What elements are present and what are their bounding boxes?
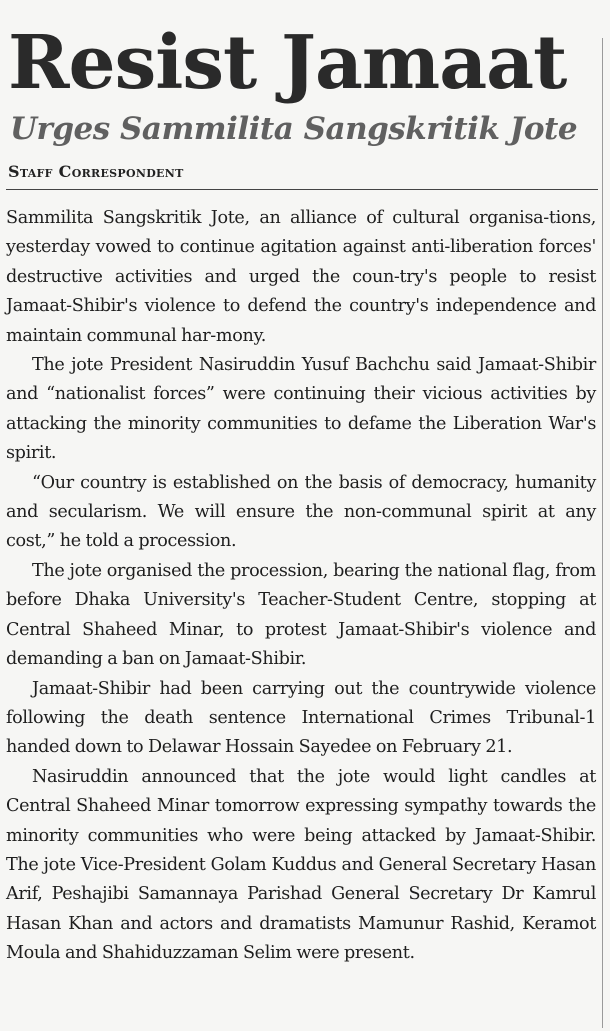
paragraph-4: The jote organised the procession, bearing the national flag, from before Dhaka University's Teacher-Student Centre, stopping at Central Shaheed Minar, to protest Jamaat-Shibir's violence and demanding a ban on Jamaat-Shibir. [6,560,596,670]
paragraph-2: The jote President Nasiruddin Yusuf Bachchu said Jamaat-Shibir and “nationalist forces” were continuing their vicious activities by attacking the minority communities to defame the Liberation War's spirit. [6,355,596,464]
subheadline: Urges Sammilita Sangskritik Jote [10,111,578,147]
paragraph-1: Sammilita Sangskritik Jote, an alliance of cultural organisa-tions, yesterday vowed to continue agitation against anti-liberation forces' destructive activities and urged the coun-try's people to resist Jamaat-Shibir's violence to defend the country's independence and maintain communal har-mony. [6,208,596,346]
column-edge-line [602,38,603,1028]
paragraph-6: Nasiruddin announced that the jote would light candles at Central Shaheed Minar tomorrow expressing sympathy towards the minority communities who were being attacked by Jamaat-Shibir. The jote Vice-President Golam Kuddus and General Secretary Hasan Arif, Peshajibi Samannaya Parishad General Secretary Dr Kamrul Hasan Khan and actors and dramatists Mamunur Rashid, Keramot Moula and Shahiduzzaman Selim were present. [6,766,596,964]
divider-rule [6,189,598,190]
paragraph-5: Jamaat-Shibir had been carrying out the countrywide violence following the death sentence International Crimes Tribunal-1 handed down to Delawar Hossain Sayedee on February 21. [6,678,596,758]
byline: Staff Correspondent [8,162,184,181]
headline: Resist Jamaat [8,20,567,106]
article-body [6,204,596,969]
paragraph-3: “Our country is established on the basis of democracy, humanity and secularism. We will ensure the non-communal spirit at any cost,” he told a procession. [6,472,596,552]
